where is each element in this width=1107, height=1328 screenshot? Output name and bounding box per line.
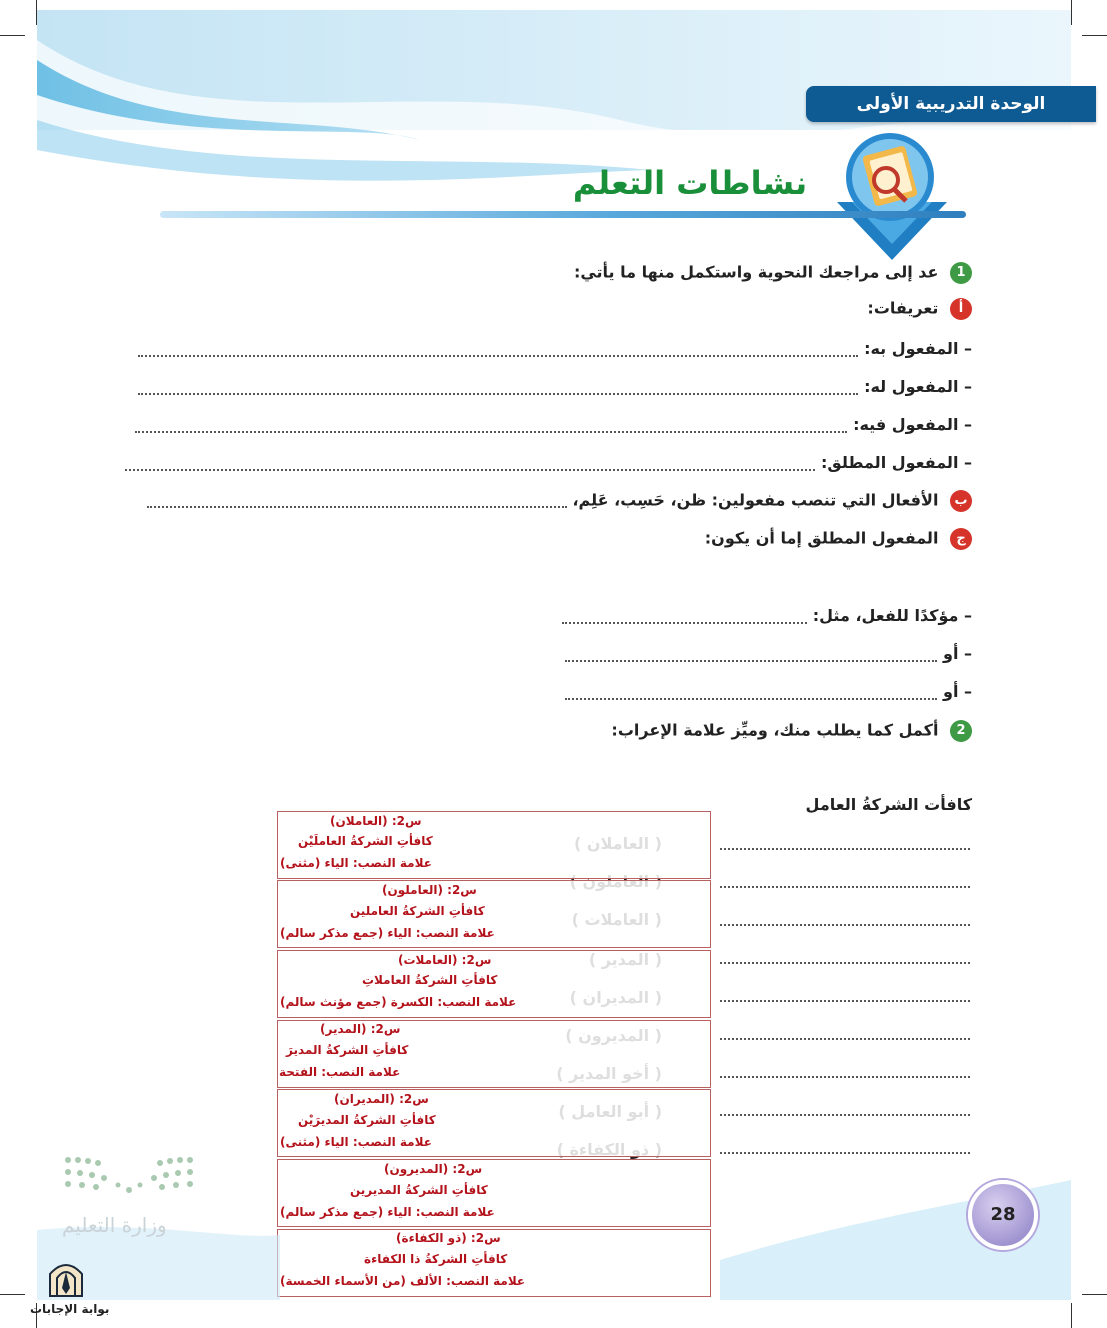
q2-prompt — [611, 720, 972, 742]
answer-blank[interactable] — [720, 1074, 970, 1078]
q2-prompt-text: أكمل كما يطلب منك، وميِّز علامة الإعراب: — [611, 720, 939, 740]
answer-mark: علامة النصب: الياء (مثنى) — [280, 856, 432, 870]
answer-heading: س2: (المدير) — [320, 1022, 401, 1036]
answer-blank[interactable] — [720, 922, 970, 926]
magnifier-book-icon — [832, 132, 952, 262]
title-underline — [160, 211, 966, 218]
answer-blank[interactable] — [562, 610, 807, 624]
answer-blank[interactable] — [138, 381, 858, 395]
answer-mark: علامة النصب: الألف (من الأسماء الخمسة) — [280, 1274, 526, 1288]
q1-number-badge: 1 — [950, 262, 972, 284]
answer-blank[interactable] — [720, 1150, 970, 1154]
answer-blank[interactable] — [147, 494, 567, 508]
answer-blank[interactable] — [125, 457, 815, 471]
answer-blank[interactable] — [720, 960, 970, 964]
definition-label: – المفعول له: — [864, 377, 972, 396]
q1-prompt — [574, 262, 972, 284]
answer-blank[interactable] — [135, 419, 847, 433]
answer-sentence: كافأتِ الشركةُ ذا الكفاءة — [364, 1252, 508, 1266]
answer-mark: علامة النصب: الياء (جمع مذكر سالم) — [280, 926, 495, 940]
answer-blank[interactable] — [720, 1036, 970, 1040]
option-row — [565, 644, 972, 663]
definition-row — [138, 339, 972, 358]
unit-banner: الوحدة التدريبية الأولى — [806, 86, 1096, 122]
answer-blank[interactable] — [720, 846, 970, 850]
definition-label: – المفعول به: — [864, 339, 972, 358]
q1-prompt-text: عد إلى مراجعك النحوية واستكمل منها ما يأتي: — [573, 262, 939, 282]
q1b-badge: ب — [950, 490, 972, 512]
q2-sentence: كافأت الشركةُ العامل — [805, 795, 972, 814]
brand-name: بوابة الإجابات — [30, 1302, 110, 1316]
answer-sentence: كافأتِ الشركةُ المديرَ — [286, 1043, 409, 1057]
q2-number-badge: 2 — [950, 720, 972, 742]
answer-blank[interactable] — [565, 648, 937, 662]
q1c-badge: ج — [950, 528, 972, 550]
answer-mark: علامة النصب: الياء (جمع مذكر سالم) — [280, 1205, 495, 1219]
answer-heading: س2: (العاملون) — [382, 883, 477, 897]
answer-blank[interactable] — [138, 343, 858, 357]
definition-row — [125, 453, 972, 472]
brand-logo-icon — [44, 1256, 88, 1300]
definition-label: – المفعول فيه: — [853, 415, 972, 434]
answer-mark: علامة النصب: الياء (مثنى) — [280, 1135, 432, 1149]
definition-row — [135, 415, 972, 434]
page-number: 28 — [968, 1180, 1038, 1250]
section-title: نشاطات التعلم — [572, 164, 808, 202]
q1b-text: الأفعال التي تنصب مفعولين: ظن، حَسِب، عَلِم، — [572, 490, 939, 510]
ministry-name: وزارة التعليم — [62, 1213, 167, 1237]
option-row — [562, 606, 972, 625]
q1a-heading — [867, 298, 972, 320]
answer-blank[interactable] — [720, 884, 970, 888]
option-label: – أو — [943, 682, 972, 701]
option-label: – أو — [943, 644, 972, 663]
answer-heading: س2: (المديران) — [334, 1092, 429, 1106]
answer-heading: س2: (العاملان) — [330, 814, 422, 828]
answer-heading: س2: (العاملات) — [398, 953, 492, 967]
answer-mark: علامة النصب: الكسرة (جمع مؤنث سالم) — [280, 995, 517, 1009]
answer-heading: س2: (ذو الكفاءة) — [396, 1231, 501, 1245]
ministry-logo-icon — [60, 1152, 200, 1202]
answer-mark: علامة النصب: الفتحة — [279, 1065, 401, 1079]
answer-sentence: كافأتِ الشركةُ العاملاتِ — [362, 973, 498, 987]
answer-blank[interactable] — [565, 686, 937, 700]
option-label: – مؤكدًا للفعل، مثل: — [812, 606, 972, 625]
q1c-row — [705, 528, 972, 550]
q1b-row — [147, 490, 972, 512]
q1c-text: المفعول المطلق إما أن يكون: — [704, 528, 939, 548]
answer-blank[interactable] — [720, 1112, 970, 1116]
answer-blank[interactable] — [720, 998, 970, 1002]
answer-sentence: كافأتِ الشركةُ المديرَيْن — [298, 1113, 436, 1127]
crop-mark — [1071, 1303, 1072, 1328]
answer-sentence: كافأتِ الشركةُ العاملين — [350, 904, 485, 918]
option-row — [565, 682, 972, 701]
definition-label: – المفعول المطلق: — [821, 453, 972, 472]
definition-row — [138, 377, 972, 396]
answer-sentence: كافأتِ الشركةُ المديرين — [350, 1183, 488, 1197]
q1a-title: تعريفات: — [867, 298, 939, 318]
q1a-badge: أ — [950, 298, 972, 320]
answer-sentence: كافأتِ الشركةُ العاملَيْن — [298, 834, 433, 848]
answer-heading: س2: (المديرون) — [384, 1162, 483, 1176]
